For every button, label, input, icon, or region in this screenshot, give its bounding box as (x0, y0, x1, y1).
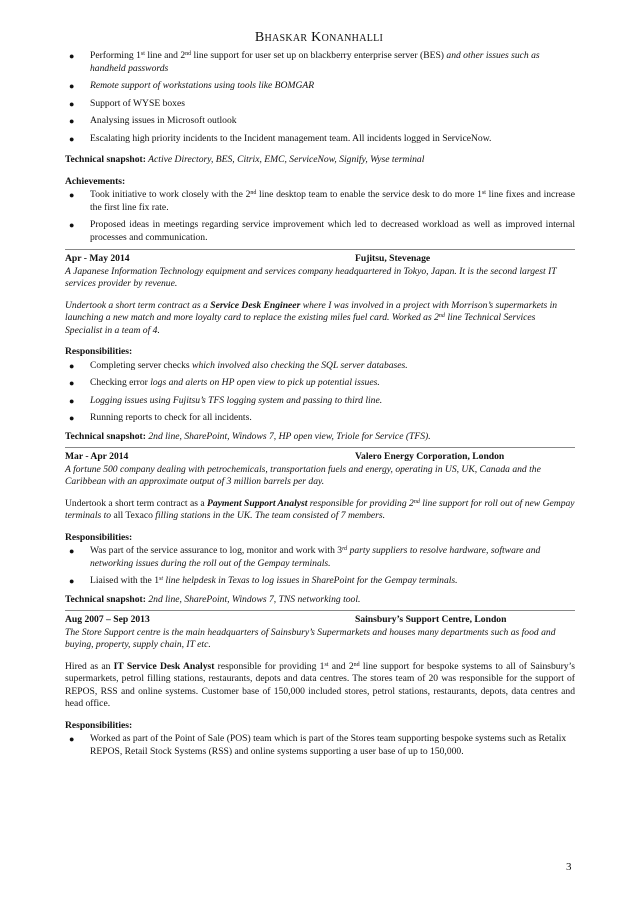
text-run: Undertook a short term contract (65, 299, 193, 311)
text-run: Support of WYSE boxes (90, 97, 185, 109)
role-summary (65, 498, 575, 523)
responsibilities-heading: Responsibilities: (65, 346, 133, 357)
resume-header-name: Bhaskar Konanhalli (254, 30, 384, 45)
text-run: responsible for providing 2 (307, 497, 414, 509)
text-run: Payment Support Analyst (207, 497, 308, 509)
superscript: st (140, 51, 145, 57)
text-run: all Texaco (113, 510, 153, 521)
technical-snapshot-text: Active Directory, BES, Citrix, EMC, ServiceNow, Signify, Wyse terminal (145, 154, 425, 165)
text-run: and other issues such as handheld passwords (90, 50, 540, 74)
responsibilities-list (65, 360, 575, 425)
job-entry (65, 249, 575, 443)
superscript: nd (250, 190, 257, 196)
text-run: line helpdesk in Texas to log issues in SharePoint for the Gempay terminals. (163, 575, 458, 586)
responsibilities-list (65, 545, 575, 588)
superscript: nd (185, 51, 192, 57)
text-run: Analysing issues in Microsoft outlook (90, 115, 237, 126)
superscript: st (324, 661, 329, 668)
text-run: Running reports to check for all incidents. (90, 412, 252, 423)
company-description: A Japanese Information Technology equipment and services company headquartered in Tokyo, Japan. It is the second largest IT services provider by revenue. (65, 265, 557, 289)
achievement-bullet (65, 219, 575, 244)
section-divider (65, 249, 575, 250)
superscript: nd (438, 313, 445, 319)
duty-bullet (65, 50, 575, 75)
page-number: 3 (566, 861, 572, 873)
text-run: filling stations in the UK. The team consisted of 7 members. (152, 510, 385, 521)
text-run: Service Desk Engineer (210, 299, 301, 311)
text-run: Took initiative to work closely with the 2 (90, 189, 251, 200)
responsibility-bullet (65, 575, 575, 588)
job-header (65, 614, 575, 627)
technical-snapshot (65, 594, 575, 607)
job-entry (65, 447, 575, 606)
text-run: Hired as an (65, 660, 114, 672)
superscript: st (159, 576, 164, 582)
responsibilities-list (65, 733, 575, 758)
resume-content (65, 50, 575, 763)
responsibility-bullet (65, 395, 575, 408)
job-header (65, 451, 575, 464)
responsibilities-heading: Responsibilities: (65, 719, 133, 731)
superscript: rd (342, 546, 348, 552)
technical-snapshot-text: 2nd line, SharePoint, Windows 7, TNS networking tool. (145, 593, 361, 605)
achievements-list (65, 189, 575, 244)
text-run: line support for bespoke systems to all of Sainsbury’s supermarkets, petrol filling stations, restaurants, depots and data centres. The stores team of 20 was responsible for the support of REPOS, RSS and online systems. Customer base of 150,000 included stores, petrol stations, restaurants, depots, data centres and head office. (65, 660, 575, 709)
responsibility-bullet (65, 412, 575, 425)
duty-bullet (65, 133, 575, 146)
company-description: A fortune 500 company dealing with petrochemicals, transportation fuels and energy, operating in US, UK, Canada and the Caribbean with an approximate output of 3 million barrels per day. (65, 463, 541, 487)
superscript: nd (353, 661, 360, 668)
text-run: line desktop team to enable the service desk to do more 1 (256, 189, 482, 200)
section-divider (65, 447, 575, 448)
job-dates: Mar - Apr 2014 (65, 451, 129, 462)
text-run: Remote support of workstations using tools like BOMGAR (90, 80, 315, 91)
responsibility-bullet (65, 360, 575, 373)
responsibilities-section (65, 532, 575, 588)
responsibility-bullet (65, 377, 575, 390)
top-bullet-list (65, 50, 575, 145)
responsibilities-heading: Responsibilities: (65, 531, 133, 543)
section-divider (65, 610, 575, 611)
duty-bullet (65, 98, 575, 111)
text-run: Liaised with the 1 (90, 575, 160, 586)
text-run: IT Service Desk Analyst (113, 660, 215, 672)
responsibilities-section (65, 720, 575, 759)
job-dates: Aug 2007 – Sep 2013 (65, 614, 150, 625)
technical-snapshot-label: Technical snapshot: (65, 154, 146, 165)
text-run: Logging issues using Fujitsu’s TFS logging system and passing to third line. (90, 394, 383, 406)
achievement-bullet (65, 189, 575, 214)
company-description: The Store Support centre is the main headquarters of Sainsbury’s Supermarkets and houses many departments such as food and buying, property, supply chain, IT etc. (65, 626, 556, 650)
text-run: Worked as part of the Point of Sale (POS) team which is part of the Stores team supporting bespoke systems such as Retalix REPOS, Retail Stock Systems (RSS) and online systems supporting a user base of up to 150,000. (90, 733, 567, 757)
text-run: which involved also checking the SQL server databases. (192, 359, 408, 371)
technical-snapshot (65, 431, 575, 444)
text-run: responsible for providing 1 (214, 660, 325, 672)
responsibility-bullet (65, 545, 575, 570)
job-entry (65, 610, 575, 758)
responsibility-bullet (65, 733, 575, 758)
text-run: Proposed ideas in meetings regarding service improvement which led to decreased workload as well as improved internal processes and communication. (90, 219, 575, 243)
job-header (65, 253, 575, 266)
text-run: line Technical Services Specialist in a team of 4. (65, 312, 536, 336)
text-run: line support for roll out of new Gempay terminals to (65, 497, 575, 521)
text-run: Performing 1 (90, 50, 141, 61)
text-run: party suppliers to resolve hardware, software and networking issues during the roll out of the Gempay terminals. (90, 545, 541, 569)
technical-snapshot-label: Technical snapshot: (65, 593, 146, 605)
job-company: Valero Energy Corporation, London (355, 451, 505, 462)
text-run: and 2 (328, 660, 354, 672)
text-run: Undertook a short term contract as a (65, 497, 207, 509)
superscript: st (481, 190, 486, 196)
technical-snapshot-text: 2nd line, SharePoint, Windows 7, HP open view, Triole for Service (TFS). (145, 430, 431, 442)
role-summary (65, 661, 575, 711)
role-summary (65, 300, 575, 338)
superscript: nd (413, 498, 420, 505)
duty-bullet (65, 115, 575, 128)
text-run: Completing server checks (90, 359, 193, 371)
technical-snapshot (65, 154, 575, 167)
job-company: Sainsbury’s Support Centre, London (355, 614, 507, 625)
job-dates: Apr - May 2014 (65, 253, 130, 264)
achievements-section (65, 176, 575, 245)
text-run: Was part of the service assurance to log, monitor and work with 3 (90, 545, 343, 556)
text-run: Escalating high priority incidents to the Incident management team. All incidents logged in ServiceNow. (90, 132, 492, 144)
job-company: Fujitsu, Stevenage (355, 253, 431, 264)
text-run: line fixes and increase the first line fix rate. (90, 189, 575, 213)
text-run: line and 2 (144, 50, 186, 61)
responsibilities-section (65, 346, 575, 425)
duty-bullet (65, 80, 575, 93)
text-run: where I was involved in a project with Morrison’s supermarkets in launching a new match and more loyalty card to replace the existing miles fuel card. Worked as 2 (65, 299, 558, 323)
jobs-section (65, 249, 575, 758)
technical-snapshot-label: Technical snapshot: (65, 430, 146, 442)
achievements-heading: Achievements: (65, 175, 126, 187)
text-run: logs and alerts on HP open view to pick up potential issues. (150, 377, 380, 388)
text-run: as a (192, 299, 211, 311)
text-run: Checking error (90, 377, 151, 388)
text-run: line support for user set up on blackberry enterprise server (BES) (191, 50, 447, 61)
